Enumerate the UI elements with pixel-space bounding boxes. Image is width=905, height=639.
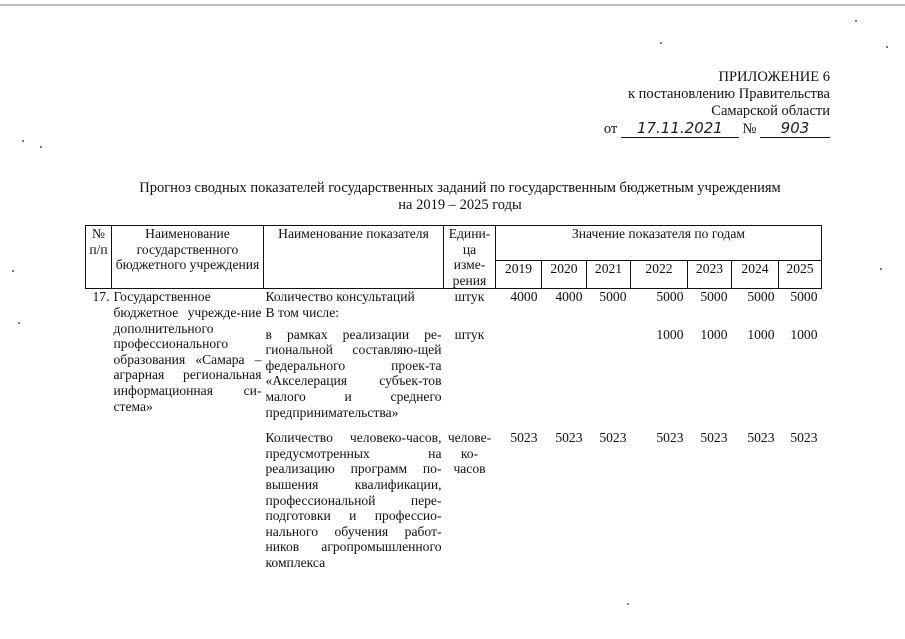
header-year: 2021 xyxy=(587,261,631,289)
row-number: 17. xyxy=(92,289,110,305)
header-values: Значение показателя по годам xyxy=(496,226,822,261)
scan-speck xyxy=(627,603,629,605)
value-cell: 5023 xyxy=(747,430,775,446)
scan-speck xyxy=(660,42,662,44)
value-cell: 4000 xyxy=(510,289,538,305)
scan-speck xyxy=(18,322,20,324)
indicator-name: Количество человеко-часов, предусмотренных на реализацию программ по-вышения квалификации, профессиональной пере-подготовки и профессио-нального обучения работ-ников агропромышленного комплекса xyxy=(265,430,442,570)
value-cell xyxy=(587,327,631,431)
header-indicator: Наименование показателя xyxy=(264,226,444,289)
value-cell: 5023 xyxy=(599,430,627,446)
value-cell: 5023 xyxy=(700,430,728,446)
scan-top-border xyxy=(0,4,905,6)
unit-cell: штук xyxy=(454,326,485,342)
value-cell: 5023 xyxy=(790,430,818,446)
institution-name: Государственное бюджетное учрежде-ние дополнительного профессионального образования «Самара – аграрная региональная информационная си-стема» xyxy=(113,289,262,414)
document-title xyxy=(100,180,820,214)
indicator-name: Количество консультаций xyxy=(265,289,415,305)
header-row-1 xyxy=(86,226,822,261)
value-cell xyxy=(732,305,779,327)
appendix-date-line xyxy=(604,120,830,138)
value-cell: 1000 xyxy=(656,326,684,342)
header-year: 2022 xyxy=(631,261,688,289)
header-unit: Едини-ца изме-рения xyxy=(444,226,496,289)
scan-speck xyxy=(40,146,42,148)
header-year: 2020 xyxy=(542,261,587,289)
unit-cell: штук xyxy=(454,289,485,305)
value-cell xyxy=(542,327,587,431)
date-prefix: от xyxy=(603,121,618,137)
value-cell: 5000 xyxy=(790,289,818,305)
value-cell xyxy=(496,327,542,431)
value-cell xyxy=(631,305,688,327)
indicator-subheading: В том числе: xyxy=(265,304,340,320)
forecast-table xyxy=(85,225,822,570)
header-year: 2025 xyxy=(779,261,822,289)
handwritten-number: 903 xyxy=(760,120,830,138)
unit-cell xyxy=(444,305,496,327)
value-cell: 5023 xyxy=(510,430,538,446)
appendix-region: Самарской области xyxy=(711,103,830,119)
title-line-2: на 2019 – 2025 годы xyxy=(398,197,522,213)
value-cell: 1000 xyxy=(747,326,775,342)
number-prefix: № xyxy=(742,121,757,137)
header-year: 2019 xyxy=(496,261,542,289)
scan-speck xyxy=(855,20,857,22)
header-num: № п/п xyxy=(86,226,112,289)
title-line-1: Прогноз сводных показателей государственных заданий по государственным бюджетным учреждениям xyxy=(139,180,781,196)
value-cell: 5000 xyxy=(747,289,775,305)
scan-speck xyxy=(886,46,888,48)
appendix-title: ПРИЛОЖЕНИЕ 6 xyxy=(718,69,830,85)
unit-cell: челове-ко-часов xyxy=(447,430,492,477)
value-cell: 5000 xyxy=(700,289,728,305)
value-cell: 5023 xyxy=(656,430,684,446)
scan-speck xyxy=(12,270,14,272)
scan-speck xyxy=(22,140,24,142)
value-cell: 5023 xyxy=(555,430,583,446)
handwritten-date: 17.11.2021 xyxy=(621,120,739,138)
value-cell: 5000 xyxy=(599,289,627,305)
indicator-name: в рамках реализации ре-гиональной составляю-щей федерального проек-та «Акселерация субъек-тов малого и среднего предпринимательства» xyxy=(265,326,442,420)
header-year: 2024 xyxy=(732,261,779,289)
value-cell: 1000 xyxy=(700,326,728,342)
appendix-resolution: к постановлению Правительства xyxy=(628,86,830,102)
value-cell: 4000 xyxy=(555,289,583,305)
header-year: 2023 xyxy=(688,261,732,289)
value-cell xyxy=(496,305,542,327)
table-row xyxy=(86,289,822,305)
appendix-block xyxy=(604,69,830,138)
value-cell: 5000 xyxy=(656,289,684,305)
scan-speck xyxy=(880,268,882,270)
value-cell: 1000 xyxy=(790,326,818,342)
value-cell xyxy=(587,305,631,327)
value-cell xyxy=(688,305,732,327)
value-cell xyxy=(779,305,822,327)
header-institution: Наименование государственного бюджетного учреждения xyxy=(112,226,264,289)
value-cell xyxy=(542,305,587,327)
